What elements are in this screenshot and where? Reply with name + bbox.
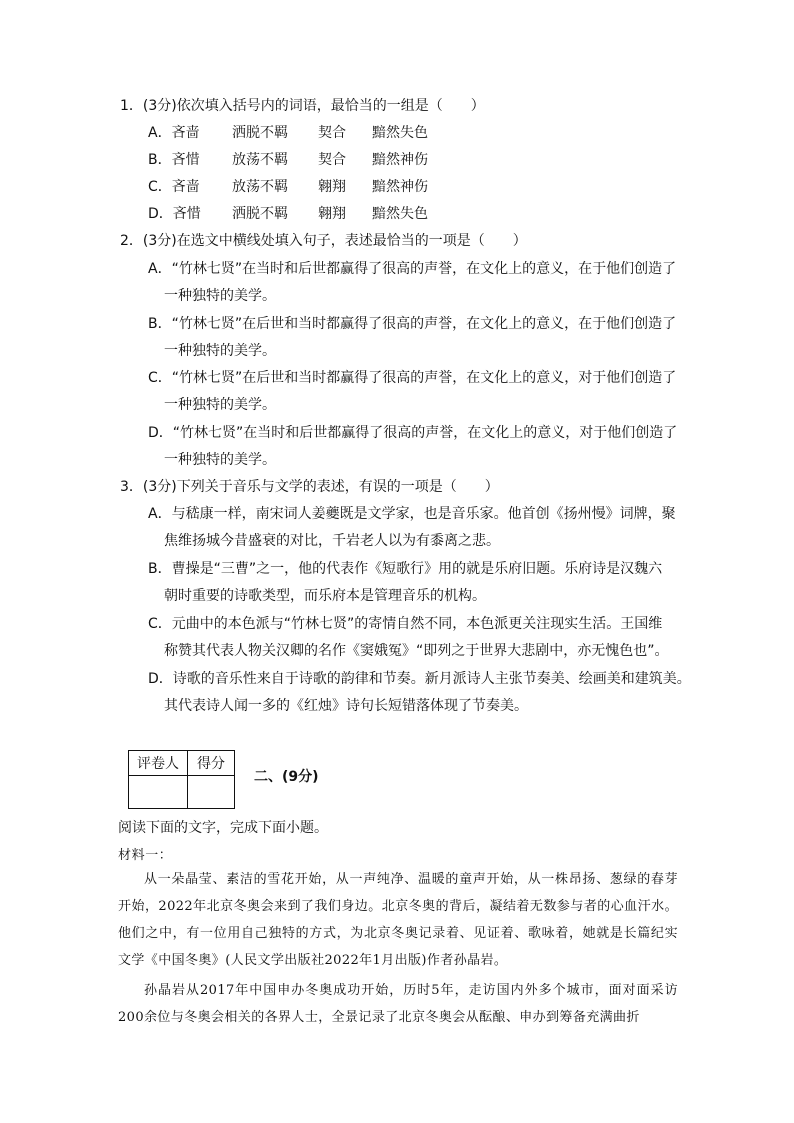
section-title: 二、(9分) (254, 769, 319, 785)
question-3-option-c-cont: 称赞其代表人物关汉卿的名作《窦娥冤》“即列之于世界大悲剧中，亦无愧色也”。 (164, 643, 669, 659)
question-2-option-b: B．“竹林七贤”在后世和当时都赢得了很高的声誉，在文化上的意义，在于他们创造了 (148, 316, 677, 332)
question-1-option-d: D．吝惜 洒脱不羁 翱翔 黯然失色 (148, 206, 428, 222)
material-paragraph-1: 从一朵晶莹、素洁的雪花开始，从一声纯净、温暖的童声开始，从一株昂扬、葱绿的春芽开始，2022年北京冬奥会来到了我们身边。北京冬奥的背后，凝结着无数参与者的心血汗水。他们之中，有一位用自己独特的方式，为北京冬奥记录着、见证着、歌咏着，她就是长篇纪实文学《中国冬奥》(人民文学出版社2022年1月出版)作者孙晶岩。 (118, 872, 678, 968)
question-1-option-c: C．吝啬 放荡不羁 翱翔 黯然神伤 (148, 179, 428, 195)
question-2-option-b-cont: 一种独特的美学。 (164, 343, 276, 359)
score-cell[interactable] (188, 776, 235, 809)
question-1-option-b: B．吝惜 放荡不羁 契合 黯然神伤 (148, 152, 428, 168)
question-3-option-d: D．诗歌的音乐性来自于诗歌的韵律和节奏。新月派诗人主张节奏美、绘画美和建筑美。 (148, 671, 691, 687)
reviewer-header: 评卷人 (129, 751, 188, 776)
material-paragraph-2: 孙晶岩从2017年中国申办冬奥成功开始，历时5年，走访国内外多个城市，面对面采访200余位与冬奥会相关的各界人士，全景记录了北京冬奥会从酝酿、申办到筹备充满曲折 (118, 983, 678, 1025)
question-2-option-c: C．“竹林七贤”在后世和当时都赢得了很高的声誉，在文化上的意义，对于他们创造了 (148, 370, 677, 386)
question-1-stem: 1．(3分)依次填入括号内的词语，最恰当的一组是（ ） (120, 98, 485, 114)
question-3-option-c: C．元曲中的本色派与“竹林七贤”的寄情自然不同，本色派更关注现实生活。王国维 (148, 616, 663, 632)
question-3-option-b: B．曹操是“三曹”之一，他的代表作《短歌行》用的就是乐府旧题。乐府诗是汉魏六 (148, 561, 663, 577)
question-1-option-a: A．吝啬 洒脱不羁 契合 黯然失色 (148, 125, 428, 141)
question-3-option-d-cont: 其代表诗人闻一多的《红烛》诗句长短错落体现了节奏美。 (164, 698, 528, 714)
question-2-option-d-cont: 一种独特的美学。 (164, 452, 276, 468)
reading-instruction: 阅读下面的文字，完成下面小题。 (118, 820, 328, 836)
grader-table (128, 750, 235, 809)
question-3-option-a: A．与嵇康一样，南宋词人姜夔既是文学家，也是音乐家。他首创《扬州慢》词牌，聚 (148, 506, 676, 522)
reviewer-cell[interactable] (129, 776, 188, 809)
question-2-option-a-cont: 一种独特的美学。 (164, 288, 276, 304)
question-2-option-a: A．“竹林七贤”在当时和后世都赢得了很高的声誉，在文化上的意义，在于他们创造了 (148, 261, 677, 277)
question-2-option-c-cont: 一种独特的美学。 (164, 397, 276, 413)
question-3-stem: 3．(3分)下列关于音乐与文学的表述，有误的一项是（ ） (120, 479, 499, 495)
question-2-option-d: D．“竹林七贤”在当时和后世都赢得了很高的声誉，在文化上的意义，对于他们创造了 (148, 425, 678, 441)
material-label: 材料一： (118, 848, 173, 863)
question-2-stem: 2．(3分)在选文中横线处填入句子，表述最恰当的一项是（ ） (120, 233, 527, 249)
question-3-option-b-cont: 朝时重要的诗歌类型，而乐府本是管理音乐的机构。 (164, 588, 486, 604)
question-3-option-a-cont: 焦维扬城今昔盛衰的对比，千岩老人以为有黍离之悲。 (164, 533, 500, 549)
score-header: 得分 (188, 751, 235, 776)
